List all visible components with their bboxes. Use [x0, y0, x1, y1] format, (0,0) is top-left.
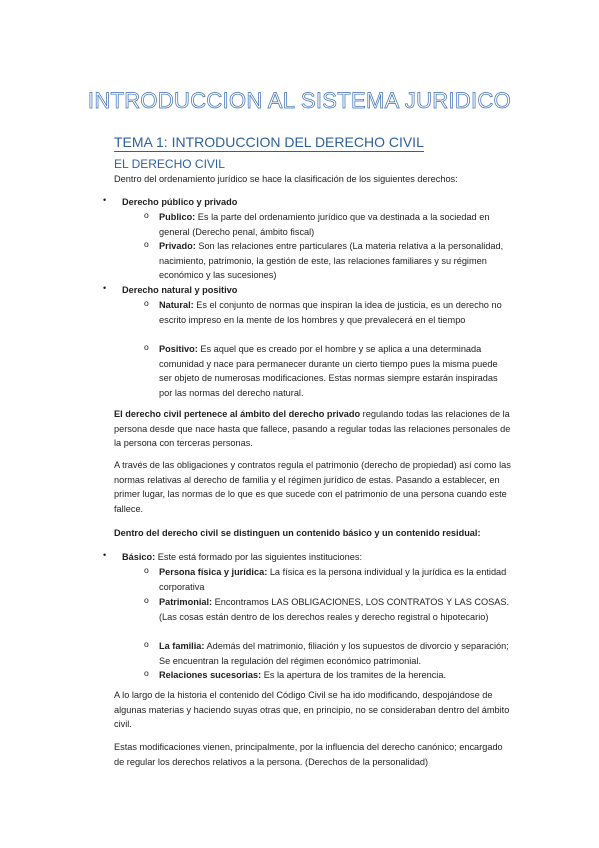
term-text: Es el conjunto de normas que inspiran la idea de justicia, es un derecho no escrito impreso en la mente de los hombres y que prevalecerá en el tiempo: [159, 300, 502, 325]
list-subitem: [159, 298, 511, 327]
paragraph: A través de las obligaciones y contratos regula el patrimonio (derecho de propiedad) así como las normas relativas al derecho de familia y el régimen jurídico de estas. Pasando a establecer, en primer lugar, las normas de lo que es que sucede con el patrimonio de una persona cuando este fallece.: [114, 460, 511, 514]
term-text: Es la parte del ordenamiento jurídico que va destinada a la sociedad en general (Derecho penal, ámbito fiscal): [159, 212, 490, 237]
bullet-icon: •: [103, 550, 107, 560]
list-subitem: [159, 639, 511, 668]
paragraph-text: regulando todas las relaciones de la persona desde que nace hasta que fallece, pasando a regular todas las relaciones personales de la persona con terceras personas.: [114, 409, 511, 449]
paragraph: [114, 407, 511, 451]
list-item: Derecho público y privado: [122, 197, 238, 207]
subsection-heading: EL DERECHO CIVIL: [114, 157, 225, 171]
list-item: Derecho natural y positivo: [122, 285, 238, 295]
term-label: Persona física y jurídica:: [159, 567, 268, 577]
list-subitem: [159, 210, 511, 239]
list-subitem: [159, 595, 511, 624]
sub-bullet-icon: o: [144, 210, 149, 220]
bold-phrase: El derecho civil pertenece al ámbito del derecho privado: [114, 409, 361, 419]
bullet-icon: •: [103, 283, 107, 293]
term-text: Este está formado por las siguientes instituciones:: [155, 552, 363, 562]
list-item: [122, 550, 511, 565]
term-label: Natural:: [159, 300, 194, 310]
paragraph-bold: Dentro del derecho civil se distinguen un contenido básico y un contenido residual:: [114, 528, 481, 538]
term-label: La familia:: [159, 641, 205, 651]
term-text: Es aquel que es creado por el hombre y se aplica a una determinada comunidad y nace para permanecer durante un cierto tiempo pues la misma puede ser objeto de numerosas modificaciones. Estas normas siempre estarán inspiradas por las normas del derecho natural.: [159, 344, 498, 398]
section-heading: TEMA 1: INTRODUCCION DEL DERECHO CIVIL: [114, 134, 424, 150]
term-text: Además del matrimonio, filiación y los supuestos de divorcio y separación; Se encuentran la regulación del régimen económico patrimonial.: [159, 641, 509, 666]
term-label: Privado:: [159, 241, 196, 251]
bullet-icon: •: [103, 195, 107, 205]
term-text: Es la apertura de los tramites de la herencia.: [261, 670, 447, 680]
sub-bullet-icon: o: [144, 342, 149, 352]
sub-bullet-icon: o: [144, 565, 149, 575]
sub-bullet-icon: o: [144, 595, 149, 605]
term-label: Básico:: [122, 552, 156, 562]
paragraph: A lo largo de la historia el contenido del Código Civil se ha ido modificando, despojándose de algunas materias y haciendo suyas otras que, en principio, no se consideraban dentro del ámbito civil.: [114, 690, 510, 730]
term-text: Encontramos LAS OBLIGACIONES, LOS CONTRATOS Y LAS COSAS. (Las cosas están dentro de los derechos reales y derecho registral o hipotecario): [159, 597, 510, 622]
intro-paragraph: Dentro del ordenamiento jurídico se hace la clasificación de los siguientes derechos:: [114, 174, 458, 184]
term-text: La física es la persona individual y la jurídica es la entidad corporativa: [159, 567, 507, 592]
document-title: INTRODUCCION AL SISTEMA JURIDICO: [87, 88, 512, 113]
sub-bullet-icon: o: [144, 239, 149, 249]
term-label: Publico:: [159, 212, 196, 222]
list-subitem: [159, 565, 511, 594]
sub-bullet-icon: o: [144, 298, 149, 308]
sub-bullet-icon: o: [144, 639, 149, 649]
list-subitem: [159, 668, 511, 683]
list-subitem: [159, 342, 511, 400]
paragraph: Estas modificaciones vienen, principalmente, por la influencia del derecho canónico; encargado de regular los derechos relativos a la persona. (Derechos de la personalidad): [114, 742, 503, 767]
sub-bullet-icon: o: [144, 668, 149, 678]
term-text: Son las relaciones entre particulares (La materia relativa a la personalidad, nacimiento, patrimonio, la gestión de este, las relaciones familiares y su régimen económico y las sucesiones): [159, 241, 504, 281]
term-label: Relaciones sucesorias:: [159, 670, 262, 680]
term-label: Positivo:: [159, 344, 198, 354]
term-label: Patrimonial:: [159, 597, 213, 607]
list-subitem: [159, 239, 511, 283]
